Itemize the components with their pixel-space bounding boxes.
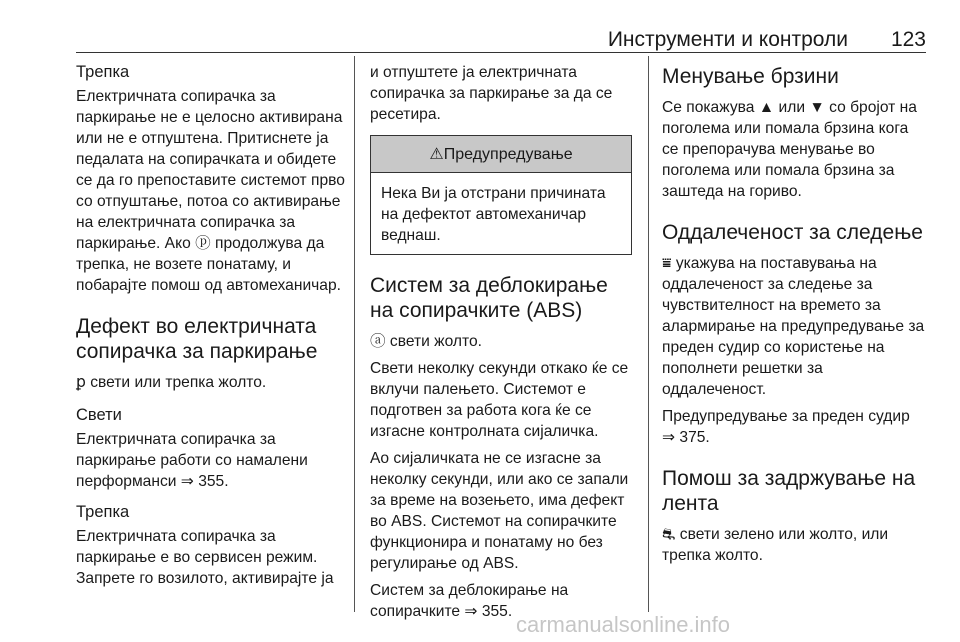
column-2 <box>370 62 632 628</box>
watermark: carmanualsonline.info <box>516 612 731 637</box>
heading-abs: Систем за деблокирање на сопирачките (ABS) <box>370 274 608 322</box>
paragraph-fault: ꝑ свети или трепка жолто. <box>76 374 267 391</box>
paragraph-abs-2: Свети неколку секунди откако ќе се вклучи палењето. Системот е подготвен за работа кога ќе се изгасне контролната сијаличка. <box>370 360 629 440</box>
paragraph-lane-keep: ⛐ свети зелено или жолто, или трепка жолто. <box>662 526 889 564</box>
heading-lane-keep: Помош за задржување на лента <box>662 467 916 515</box>
column-1 <box>76 62 346 595</box>
heading-lit: Свети <box>76 406 122 424</box>
column-3 <box>662 62 926 572</box>
paragraph-continued: и отпуштете ја електричната сопирачка за паркирање за да се ресетира. <box>370 64 613 123</box>
warning-title: ⚠Предупредување <box>371 136 631 173</box>
heading-gear-shift: Менување брзини <box>662 65 839 88</box>
paragraph-gear-shift: Се покажува ▲ или ▼ со бројот на поголема или помала брзина кога се препорачува менување во поголема или помала брзина за заштеда на гориво. <box>662 99 917 200</box>
section-title: Инструменти и контроли <box>607 28 848 51</box>
column-divider <box>354 56 355 612</box>
paragraph-distance-2: Предупредување за преден судир ⇒ 375. <box>662 408 910 446</box>
paragraph-blink-2: Електричната сопирачка за паркирање е во сервисен режим. Запрете го возилото, активирајте ја <box>76 528 334 587</box>
warning-text: Нека Ви ја отстрани причината на дефектот автомеханичар веднаш. <box>381 185 606 244</box>
paragraph-distance-1: ⩸ укажува на поставувања на оддалеченост за следење за чувствителност на времето за алармирање на предупредување за преден судир со користење на пополнети решетки за оддалеченост. <box>662 255 925 398</box>
paragraph-abs-3: Ао сијаличката не се изгасне за неколку секунди, или ако се запали за време на возењето, има дефект во ABS. Системот на сопирачките функционира и понатаму но без регулирање од ABS. <box>370 450 629 572</box>
paragraph-abs-1: ⓐ свети жолто. <box>370 333 483 350</box>
warning-box <box>370 135 632 255</box>
heading-following-distance: Оддалеченост за следење <box>662 221 923 244</box>
page-header <box>76 28 926 53</box>
column-divider <box>648 56 649 612</box>
paragraph-blink: Електричната сопирачка за паркирање не е целосно активирана или не е отпуштена. Притиснете ја педалата на сопирачката и обидете се да го препоставите системот прво со отпуштање, потоа со активирање на електричната сопирачка за паркирање. Ако ⓟ продолжува да трепка, не возете понатаму, и побарајте помош од автомеханичар. <box>76 88 345 294</box>
heading-blink-2: Трепка <box>76 503 130 521</box>
heading-parking-brake-fault: Дефект во електричната сопирачка за паркирање <box>76 315 318 363</box>
page-number: 123 <box>890 28 926 51</box>
heading-blink: Трепка <box>76 63 130 81</box>
paragraph-abs-4: Систем за деблокирање на сопирачките ⇒ 355. <box>370 582 569 620</box>
paragraph-lit: Електричната сопирачка за паркирање работи со намалени перформанси ⇒ 355. <box>76 431 308 490</box>
